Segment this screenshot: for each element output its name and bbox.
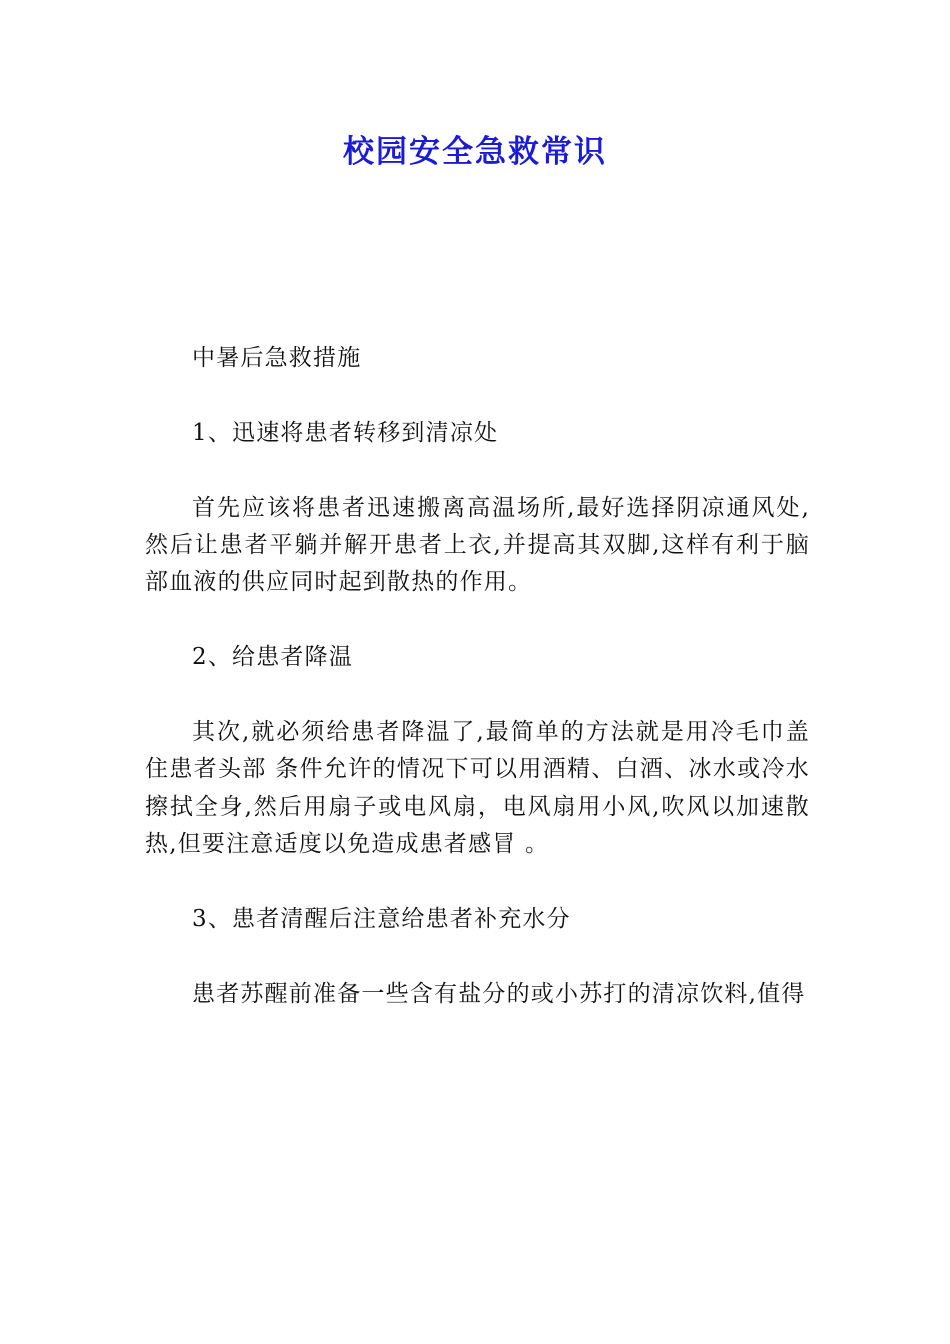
step-paragraph-3: 患者苏醒前准备一些含有盐分的或小苏打的清凉饮料,值得 (192, 980, 806, 1007)
step-paragraph-1: 首先应该将患者迅速搬离高温场所,最好选择阴凉通风处,然后让患者平躺并解开患者上衣,并提高其双脚,这样有利于脑部血液的供应同时起到散热的作用。 (145, 494, 810, 596)
step-heading-2: 2、给患者降温 (192, 644, 354, 671)
document-title: 校园安全急救常识 (343, 134, 607, 170)
step-heading-3: 3、患者清醒后注意给患者补充水分 (192, 906, 571, 933)
section-heading: 中暑后急救措施 (192, 345, 362, 371)
step-paragraph-2: 其次,就必须给患者降温了,最简单的方法就是用冷毛巾盖住患者头部 条件允许的情况下可以用酒精、白酒、冰水或冷水擦拭全身,然后用扇子或电风扇，电风扇用小风,吹风以加速散热,但要注意适度以免造成患者感冒 。 (145, 719, 810, 858)
step-heading-1: 1、迅速将患者转移到清凉处 (192, 419, 499, 446)
document-body (145, 340, 810, 1013)
